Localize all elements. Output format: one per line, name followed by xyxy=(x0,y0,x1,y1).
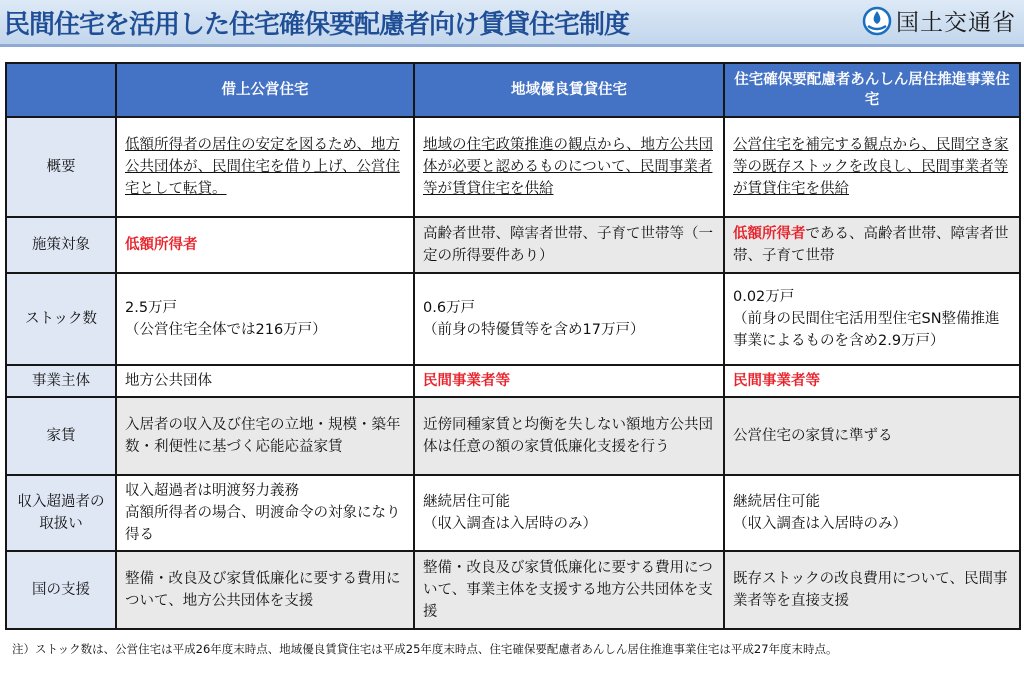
ministry-logo xyxy=(862,4,1016,37)
stock-leased-count: 2.5万戸 xyxy=(125,300,178,316)
excess-secure-line1: 継続居住可能 xyxy=(733,494,820,510)
table-row xyxy=(6,397,1020,475)
page-header xyxy=(0,0,1024,44)
column-header-secure-residence-housing: 住宅確保要配慮者あんしん居住推進事業住宅 xyxy=(724,63,1020,117)
rent-regional: 近傍同種家賃と均衡を失しない額地方公共団体は任意の額の家賃低廉化支援を行う xyxy=(414,397,724,475)
excess-regional xyxy=(414,475,724,551)
stock-regional-note: （前身の特優賃等を含め17万戸） xyxy=(423,322,645,338)
table-row xyxy=(6,475,1020,551)
table-row xyxy=(6,551,1020,629)
row-header-overview: 概要 xyxy=(6,117,116,217)
table-row xyxy=(6,273,1020,365)
header-corner xyxy=(6,63,116,117)
overview-secure xyxy=(724,117,1020,217)
header-divider xyxy=(0,44,1024,47)
overview-regional-text: 地域の住宅政策推進の観点から、地方公共団体が必要と認めるものについて、民間事業者等が賃貸住宅を供給 xyxy=(423,137,713,197)
support-secure: 既存ストックの改良費用について、民間事業者等を直接支援 xyxy=(724,551,1020,629)
column-header-regional-quality-rental: 地域優良賃貸住宅 xyxy=(414,63,724,117)
operator-secure-text: 民間事業者等 xyxy=(733,373,820,389)
target-secure-text: である、高齢者世帯、障害者世帯、子育て世帯 xyxy=(733,226,1009,264)
target-secure xyxy=(724,217,1020,273)
excess-leased-line1: 収入超過者は明渡努力義務 xyxy=(125,483,299,499)
excess-regional-line1: 継続居住可能 xyxy=(423,494,510,510)
row-header-support: 国の支援 xyxy=(6,551,116,629)
stock-regional-count: 0.6万戸 xyxy=(423,300,476,316)
stock-secure-count: 0.02万戸 xyxy=(733,289,795,305)
housing-comparison-table xyxy=(5,62,1021,630)
row-header-target: 施策対象 xyxy=(6,217,116,273)
rent-leased: 入居者の収入及び住宅の立地・規模・築年数・利便性に基づく応能応益家賃 xyxy=(116,397,414,475)
target-leased xyxy=(116,217,414,273)
operator-regional xyxy=(414,365,724,397)
target-leased-text: 低額所得者 xyxy=(125,237,198,253)
table-row xyxy=(6,365,1020,397)
table-header-row xyxy=(6,63,1020,117)
row-header-rent: 家賃 xyxy=(6,397,116,475)
excess-secure xyxy=(724,475,1020,551)
overview-regional xyxy=(414,117,724,217)
stock-secure xyxy=(724,273,1020,365)
target-secure-red-text: 低額所得者 xyxy=(733,226,806,242)
column-header-leased-public-housing: 借上公営住宅 xyxy=(116,63,414,117)
rent-secure: 公営住宅の家賃に準ずる xyxy=(724,397,1020,475)
overview-leased xyxy=(116,117,414,217)
stock-leased-note: （公営住宅全体では216万戸） xyxy=(125,322,327,338)
excess-secure-line2: （収入調査は入居時のみ） xyxy=(733,516,907,532)
stock-regional xyxy=(414,273,724,365)
stock-leased xyxy=(116,273,414,365)
target-regional: 高齢者世帯、障害者世帯、子育て世帯等（一定の所得要件あり） xyxy=(414,217,724,273)
table-row xyxy=(6,117,1020,217)
operator-secure xyxy=(724,365,1020,397)
excess-regional-line2: （収入調査は入居時のみ） xyxy=(423,516,597,532)
row-header-excess-income: 収入超過者の取扱い xyxy=(6,475,116,551)
page-title: 民間住宅を活用した住宅確保要配慮者向け賃貸住宅制度 xyxy=(4,10,630,40)
operator-regional-text: 民間事業者等 xyxy=(423,373,510,389)
mlit-logo-icon xyxy=(862,6,892,36)
excess-leased-line2: 高額所得者の場合、明渡命令の対象になり得る xyxy=(125,505,401,543)
excess-leased xyxy=(116,475,414,551)
support-regional: 整備・改良及び家賃低廉化に要する費用について、事業主体を支援する地方公共団体を支援 xyxy=(414,551,724,629)
row-header-operator: 事業主体 xyxy=(6,365,116,397)
support-leased: 整備・改良及び家賃低廉化に要する費用について、地方公共団体を支援 xyxy=(116,551,414,629)
ministry-name: 国土交通省 xyxy=(896,10,1016,36)
row-header-stock: ストック数 xyxy=(6,273,116,365)
operator-leased: 地方公共団体 xyxy=(116,365,414,397)
stock-secure-note: （前身の民間住宅活用型住宅SN整備推進事業によるものを含め2.9万戸） xyxy=(733,311,1000,349)
overview-secure-text: 公営住宅を補完する観点から、民間空き家等の既存ストックを改良し、民間事業者等が賃貸住宅を供給 xyxy=(733,137,1009,197)
footnote: 注）ストック数は、公営住宅は平成26年度末時点、地域優良賃貸住宅は平成25年度末時点、住宅確保要配慮者あんしん居住推進事業住宅は平成27年度末時点。 xyxy=(12,642,838,656)
overview-leased-text: 低額所得者の居住の安定を図るため、地方公共団体が、民間住宅を借り上げ、公営住宅として転貸。 xyxy=(125,137,400,197)
table-row xyxy=(6,217,1020,273)
